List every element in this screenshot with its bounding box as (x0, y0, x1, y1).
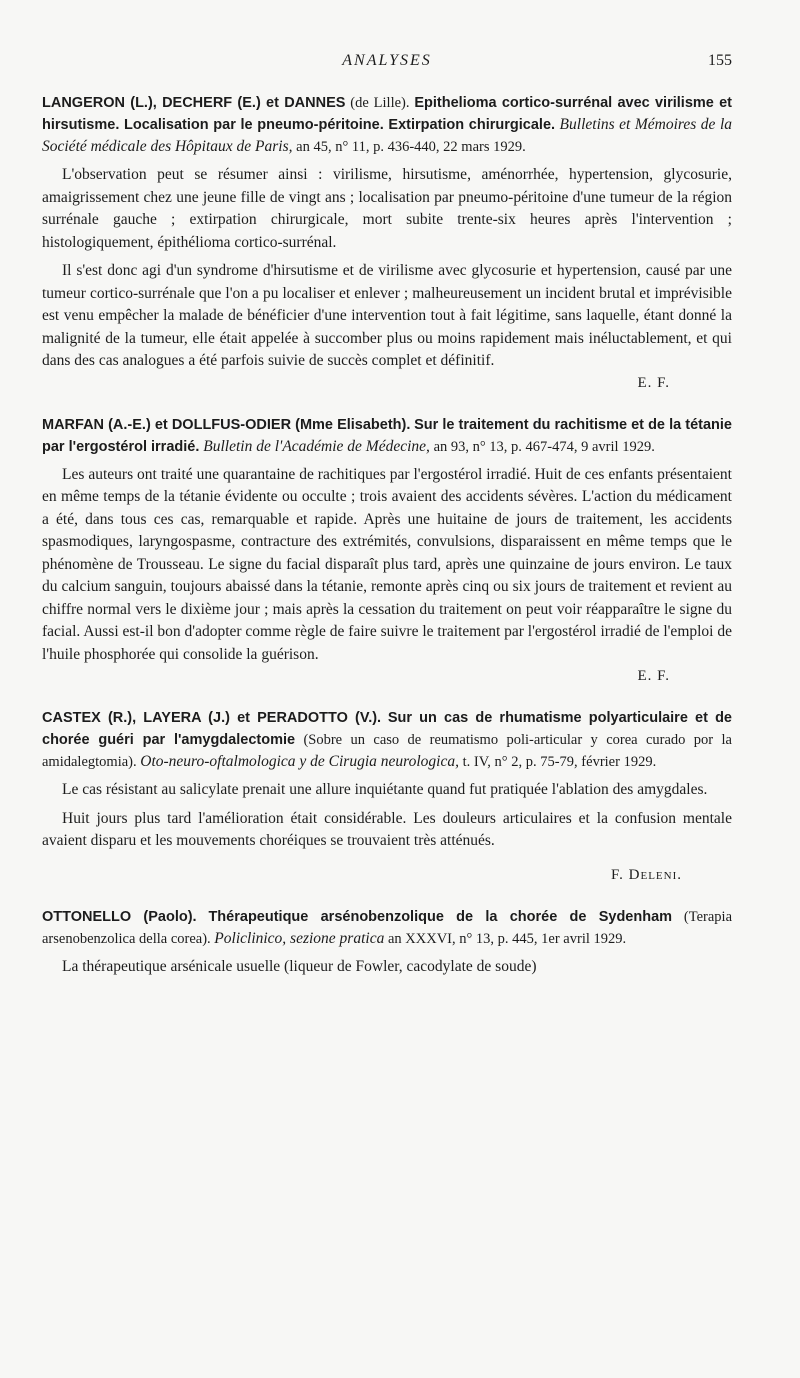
original-title: (Sobre un caso de reumatismo poli-articular y corea curado por la amidalegtomia). (42, 732, 732, 770)
running-title: ANALYSES (342, 52, 432, 69)
article-title: Sur un cas de rhumatisme polyarticulaire et de chorée guéri par l'amygdalectomie (42, 710, 732, 748)
page-number: 155 (708, 52, 732, 69)
paragraph: La thérapeutique arsénicale usuelle (liqueur de Fowler, cacodylate de soude) (62, 957, 537, 975)
signature: E. F. (637, 668, 670, 684)
reference: an 93, n° 13, p. 467-474, 9 avril 1929. (429, 438, 655, 455)
signature: E. F. (637, 374, 670, 391)
article-title: Sur le traitement du rachitisme et de la tétanie par l'ergostérol irradié. (42, 416, 732, 455)
journal: Bulletin de l'Académie de Médecine, (199, 437, 430, 455)
signature: F. Deleni. (611, 866, 682, 883)
journal: Policlinico, sezione pratica (214, 929, 385, 947)
entry-castex (42, 707, 732, 884)
abstract (42, 464, 732, 667)
reference: an 45, n° 11, p. 436-440, 22 mars 1929. (292, 139, 526, 155)
journal: Bulletins et Mémoires de la Société médicale des Hôpitaux de Paris, (42, 116, 732, 155)
affiliation (381, 710, 388, 726)
paragraph: Huit jours plus tard l'amélioration était considérable. Les douleurs articulaires et la confusion mentale avaient disparu et les mouvements choréiques se trouvaient très atténués. (42, 809, 732, 849)
original-title: (Terapia arsenobenzolica della corea). (42, 908, 732, 947)
paragraph: L'observation peut se résumer ainsi : virilisme, hirsutisme, aménorrhée, hypertension, glycosurie, amaigrissement chez une jeune fille de vingt ans ; localisation par pneumo-péritoine d'une tumeur de la région surrénale gauche ; extirpation chirurgicale, mort subite trente-six heures après l'intervention ; histologiquement, épithélioma cortico-surrénal. (42, 166, 732, 251)
paragraph: Le cas résistant au salicylate prenait une allure inquiétante quand fut pratiquée l'ablation des amygdales. (62, 781, 708, 798)
entry-ottonello (42, 906, 732, 979)
authors: MARFAN (A.-E.) et DOLLFUS-ODIER (Mme Elisabeth). (42, 416, 411, 433)
abstract (42, 779, 732, 853)
running-head (42, 52, 732, 76)
paragraph: Il s'est donc agi d'un syndrome d'hirsutisme et de virilisme avec glycosurie et hypertension, causé par une tumeur cortico-surrénale que l'on a pu localiser et enlever ; malheureusement un incident brutal et imprévisible est venu empêcher la malade de bénéficier d'une intervention tout à fait légitime, sans laquelle, étant donné la malignité de la tumeur, elle était appelée à succomber plus ou moins rapidement mais inéluctablement, et qui dans des cas analogues a été parfois suivie de succès complet et définitif. (42, 262, 732, 369)
authors: OTTONELLO (Paolo). (42, 908, 197, 925)
abstract (42, 164, 732, 373)
citation (42, 414, 732, 458)
journal: Oto-neuro-oftalmologica y de Cirugia neurologica, (140, 753, 459, 770)
affiliation: (de Lille). (345, 95, 415, 111)
citation (42, 92, 732, 158)
entry-marfan (42, 414, 732, 686)
authors: LANGERON (L.), DECHERF (E.) et DANNES (42, 95, 346, 111)
page (42, 52, 732, 1000)
authors: CASTEX (R.), LAYERA (J.) et PERADOTTO (V.). (42, 710, 382, 726)
paragraph: Les auteurs ont traité une quarantaine de rachitiques par l'ergostérol irradié. Huit de ces enfants présentaient en même temps de la tétanie évidente ou occulte ; trois avaient des accidents sévères. L'action du médicament a été, dans tous ces cas, remarquable et rapide. Après une huitaine de jours de traitement, les accidents spasmodiques, laryngospasme, contracture des extrémités, convulsions, disparaissent en même temps que le phénomène de Trousseau. Le signe du facial disparaît plus tard, après une quinzaine de jours environ. Le taux du calcium sanguin, toujours abaissé dans la tétanie, remonte après cinq ou six jours de traitement et revient au chiffre normal vers le dixième jour ; mais après la cessation du traitement on peut voir réapparaître le signe du facial. Aussi est-il bon d'adopter comme règle de faire suivre le traitement par l'ergostérol irradié de l'emploi de l'huile phosphorée qui consolide la guérison. (42, 465, 732, 663)
affiliation (197, 909, 209, 925)
article-title: Thérapeutique arsénobenzolique de la chorée de Sydenham (208, 908, 673, 925)
citation (42, 906, 732, 950)
abstract (42, 956, 732, 979)
reference: an XXXVI, n° 13, p. 445, 1er avril 1929. (384, 930, 627, 947)
citation (42, 707, 732, 773)
article-title: Epithelioma cortico-surrénal avec virilisme et hirsutisme. Localisation par le pneumo-péritoine. Extirpation chirurgicale. (42, 95, 732, 133)
reference: t. IV, n° 2, p. 75-79, février 1929. (458, 754, 657, 770)
entry-langeron (42, 92, 732, 392)
